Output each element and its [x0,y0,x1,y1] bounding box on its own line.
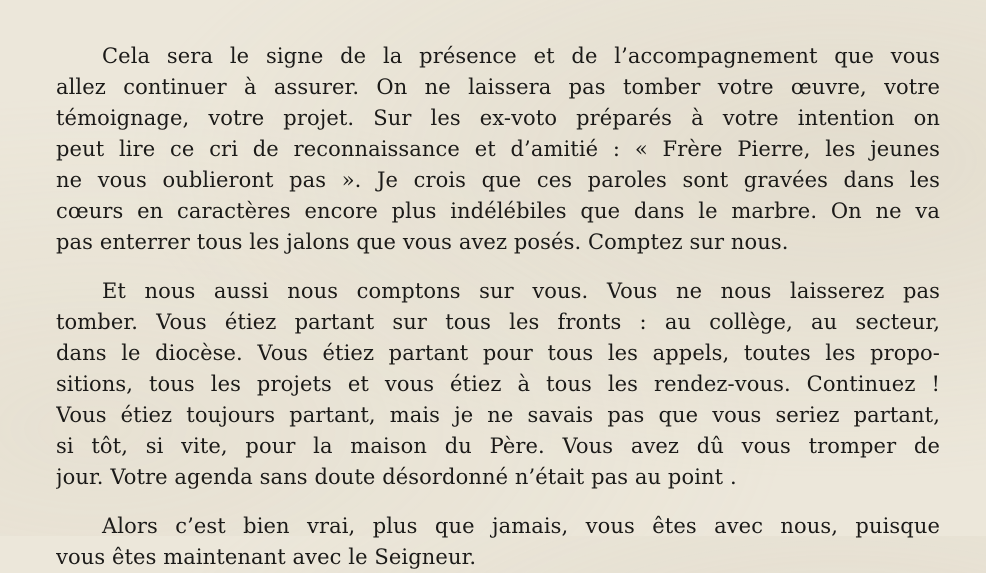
text-line: jour. Votre agenda sans doute désordonné n’était pas au point . [56,465,737,489]
text-line: Alors c’est bien vrai, plus que jamais, vous êtes avec nous, puisque [102,514,940,538]
text-line: Vous étiez toujours partant, mais je ne savais pas que vous seriez partant, [56,403,940,427]
paragraph-3 [56,511,940,573]
text-line: allez continuer à assurer. On ne laissera pas tomber votre œuvre, votre [56,75,940,99]
text-line: dans le diocèse. Vous étiez partant pour tous les appels, toutes les propo- [56,341,940,365]
text-line: pas enterrer tous les jalons que vous avez posés. Comptez sur nous. [56,230,789,254]
paragraph-1 [56,41,940,258]
text-line: vous êtes maintenant avec le Seigneur. [56,545,477,569]
text-line: Et nous aussi nous comptons sur vous. Vous ne nous laisserez pas [102,279,940,303]
text-line: si tôt, si vite, pour la maison du Père. Vous avez dû vous tromper de [56,434,940,458]
text-line: Cela sera le signe de la présence et de l’accompagnement que vous [102,44,940,68]
text-line: cœurs en caractères encore plus indélébiles que dans le marbre. On ne va [56,199,940,223]
text-line: témoignage, votre projet. Sur les ex-voto préparés à votre intention on [56,106,940,130]
text-line: peut lire ce cri de reconnaissance et d’amitié : « Frère Pierre, les jeunes [56,137,940,161]
text-line: sitions, tous les projets et vous étiez à tous les rendez-vous. Continuez ! [56,372,940,396]
text-body [56,41,940,573]
paragraph-2 [56,276,940,493]
text-line: ne vous oublieront pas ». Je crois que ces paroles sont gravées dans les [56,168,940,192]
text-line: tomber. Vous étiez partant sur tous les fronts : au collège, au secteur, [56,310,940,334]
